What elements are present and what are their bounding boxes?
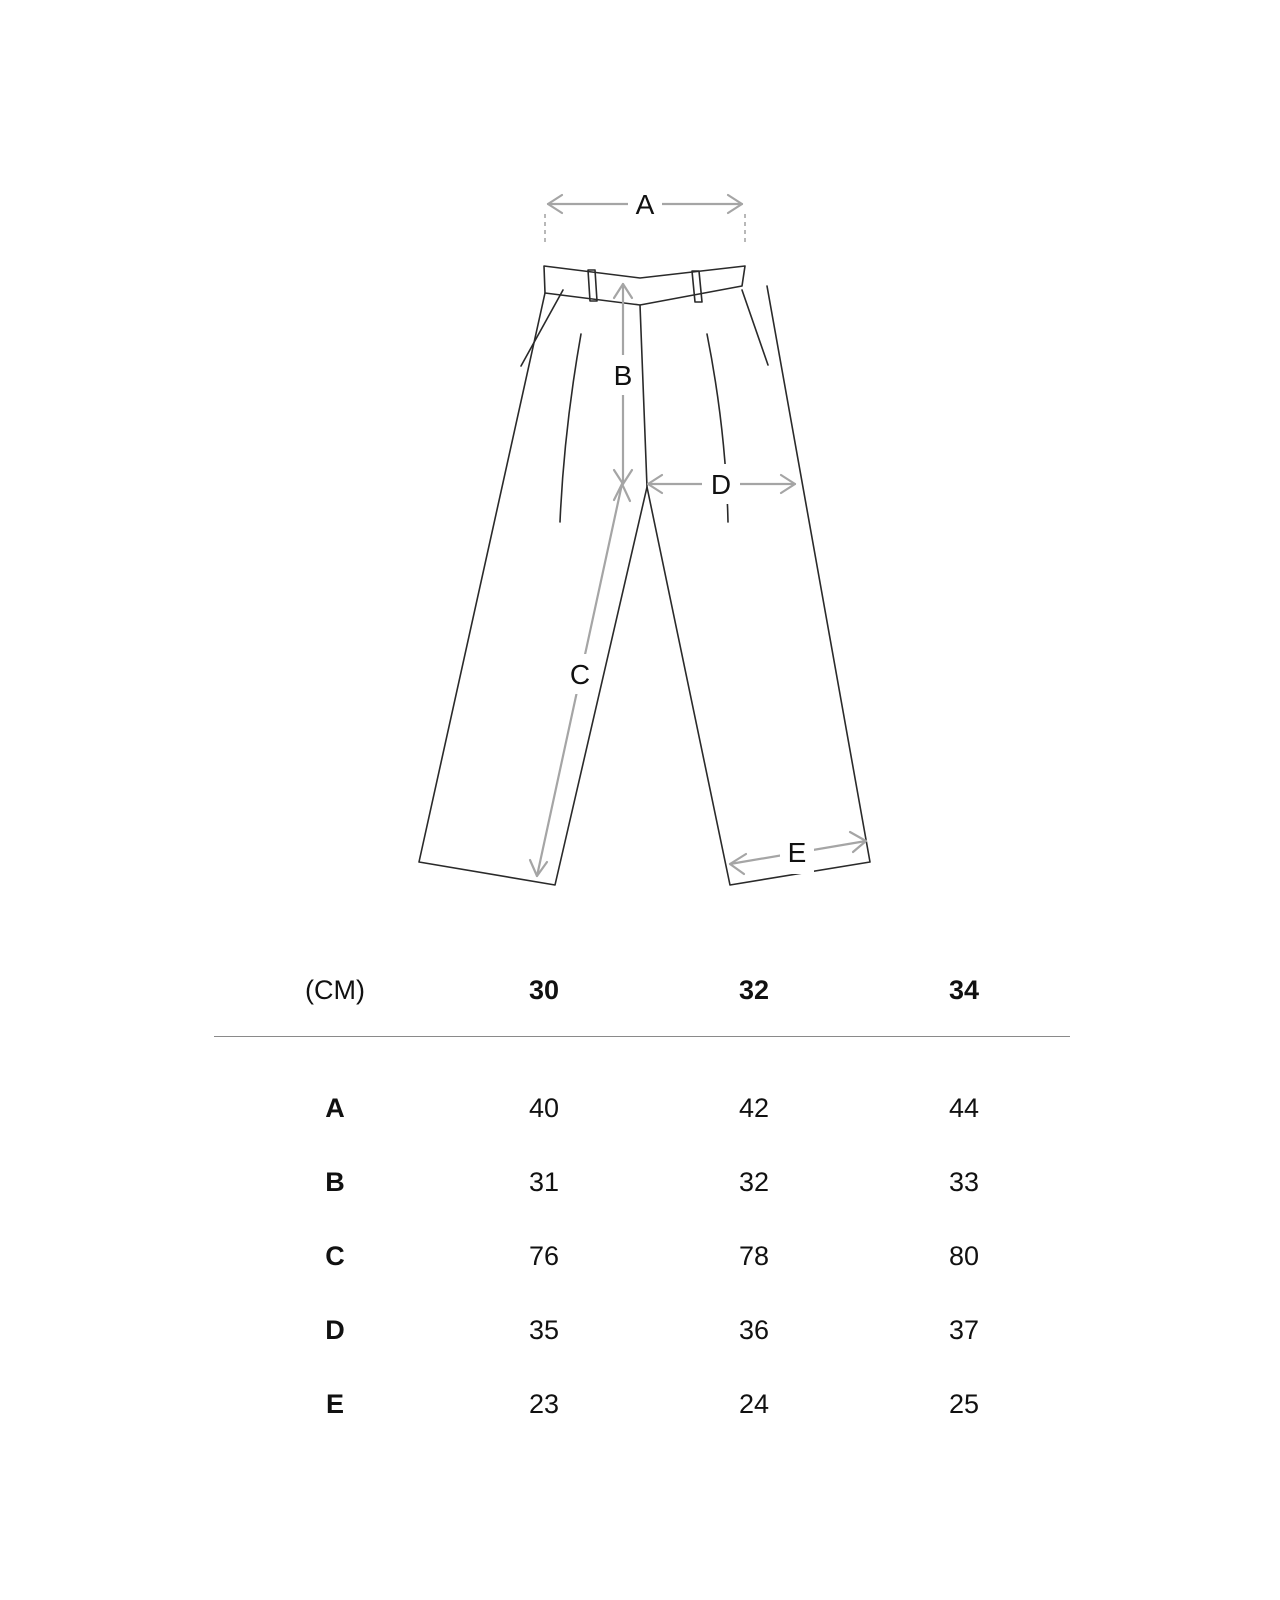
label-c: C xyxy=(569,659,591,690)
measurement-a xyxy=(545,184,745,246)
table-divider xyxy=(214,1036,1070,1037)
measurement-b xyxy=(606,284,640,484)
table-cell: 24 xyxy=(738,1389,770,1419)
size-header: 30 xyxy=(528,975,560,1005)
label-e: E xyxy=(787,837,807,868)
table-cell: 78 xyxy=(738,1241,770,1271)
row-label: E xyxy=(325,1389,344,1419)
table-row xyxy=(214,1236,1070,1310)
belt-loop-right xyxy=(692,271,702,302)
table-cell: 42 xyxy=(738,1093,770,1123)
belt-loop-left xyxy=(588,270,597,301)
measurement-c xyxy=(530,484,630,876)
size-chart-table xyxy=(214,970,1070,1458)
table-row xyxy=(214,1384,1070,1458)
table-cell: 36 xyxy=(738,1315,770,1345)
table-header-row xyxy=(214,970,1070,1036)
label-b: B xyxy=(613,360,633,391)
row-label: C xyxy=(325,1241,345,1271)
table-cell: 40 xyxy=(528,1093,560,1123)
table-cell: 76 xyxy=(528,1241,560,1271)
table-row xyxy=(214,1162,1070,1236)
label-d: D xyxy=(710,469,732,500)
table-row xyxy=(214,1310,1070,1384)
size-header: 34 xyxy=(948,975,980,1005)
waistband xyxy=(544,266,745,305)
table-cell: 31 xyxy=(528,1167,560,1197)
label-a: A xyxy=(635,189,655,220)
table-cell: 35 xyxy=(528,1315,560,1345)
unit-label: (CM) xyxy=(305,975,365,1005)
trousers-outline xyxy=(419,266,870,885)
table-cell: 25 xyxy=(948,1389,980,1419)
measurement-e xyxy=(730,832,866,874)
size-header: 32 xyxy=(738,975,770,1005)
pocket-left xyxy=(521,290,563,366)
measurement-d xyxy=(648,464,795,504)
table-cell: 32 xyxy=(738,1167,770,1197)
pleat-left xyxy=(560,334,581,522)
row-label: A xyxy=(325,1093,345,1123)
table-cell: 80 xyxy=(948,1241,980,1271)
table-cell: 44 xyxy=(948,1093,980,1123)
fly-seam xyxy=(640,305,647,487)
table-cell: 33 xyxy=(948,1167,980,1197)
trousers-body xyxy=(419,286,870,885)
table-cell: 23 xyxy=(528,1389,560,1419)
table-cell: 37 xyxy=(948,1315,980,1345)
table-row xyxy=(214,1088,1070,1162)
pocket-right xyxy=(742,290,768,365)
row-label: B xyxy=(325,1167,345,1197)
row-label: D xyxy=(325,1315,345,1345)
